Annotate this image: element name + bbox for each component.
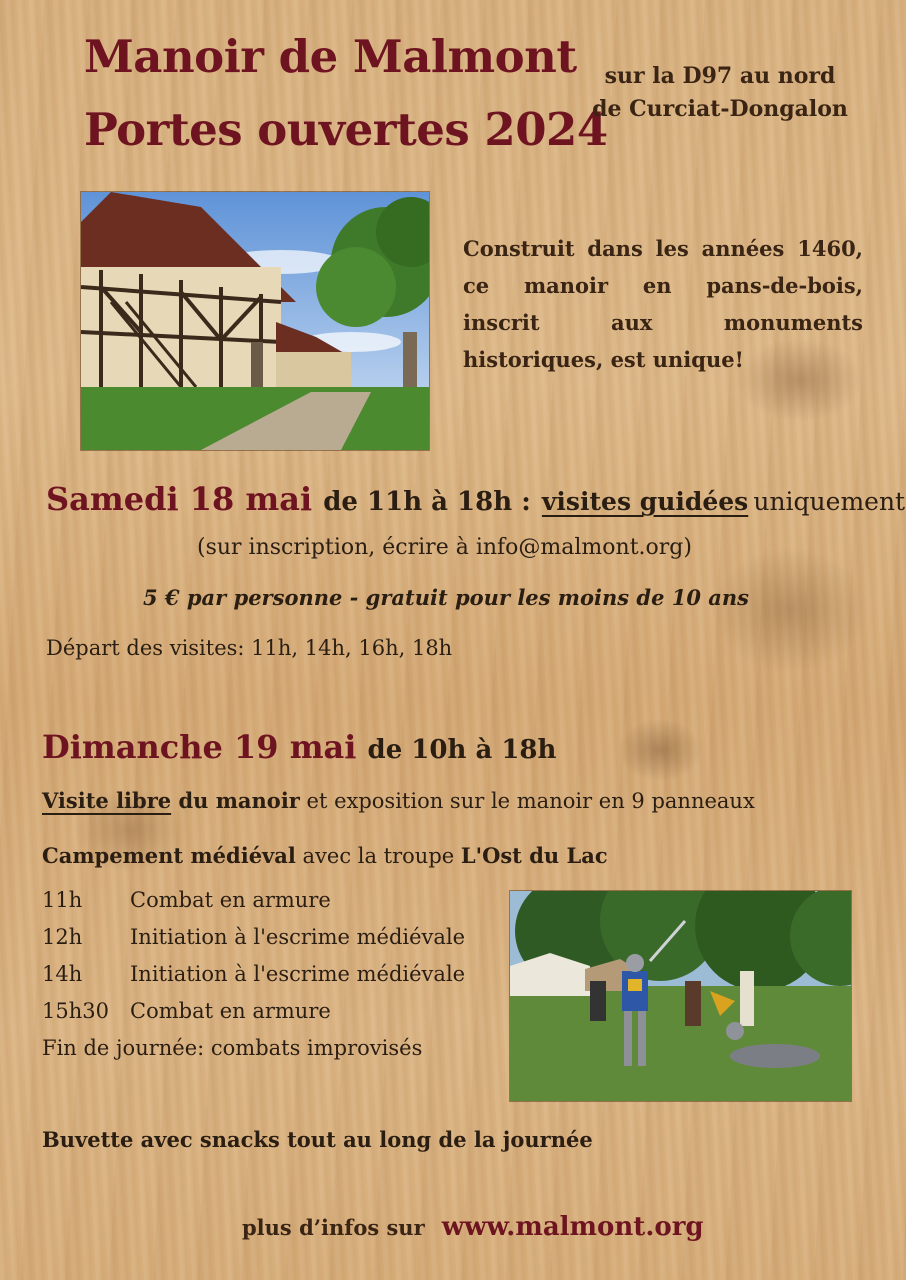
footer xyxy=(242,1212,704,1242)
buvette-text: Buvette avec snacks tout au long de la journée xyxy=(42,1127,593,1152)
sunday-date: Dimanche 19 mai xyxy=(42,728,357,766)
saturday-hours: de 11h à 18h : xyxy=(323,487,531,517)
sunday-header xyxy=(42,728,556,766)
saturday-date: Samedi 18 mai xyxy=(46,480,313,518)
schedule-activity: Initiation à l'escrime médiévale xyxy=(130,962,466,986)
schedule-end-of-day: Fin de journée: combats improvisés xyxy=(42,1036,423,1060)
sunday-troupe-pre: avec la troupe xyxy=(295,844,461,868)
schedule-time: 12h xyxy=(42,925,83,949)
sunday-camp-line xyxy=(42,843,608,868)
schedule-activity: Initiation à l'escrime médiévale xyxy=(130,925,466,949)
saturday-departures: Départ des visites: 11h, 14h, 16h, 18h xyxy=(46,636,453,660)
sunday-exhibition: et exposition sur le manoir en 9 panneaux xyxy=(299,789,755,813)
location-line-2: de Curciat-Dongalon xyxy=(592,96,848,122)
manor-photo xyxy=(80,191,430,451)
combat-photo xyxy=(509,890,852,1102)
saturday-guided-visits: visites guidées xyxy=(541,487,749,516)
sunday-visite-libre: Visite libre xyxy=(42,788,172,813)
title-portes-ouvertes: Portes ouvertes 2024 xyxy=(84,103,608,156)
saturday-only: uniquement xyxy=(753,487,906,516)
schedule-activity: Combat en armure xyxy=(130,888,331,912)
location-text xyxy=(580,60,860,126)
saturday-price: 5 € par personne - gratuit pour les moins de 10 ans xyxy=(143,585,749,610)
sunday-du-manoir: du manoir xyxy=(171,788,300,813)
footer-url-link[interactable]: www.malmont.org xyxy=(441,1212,704,1242)
location-line-1: sur la D97 au nord xyxy=(604,63,836,89)
sunday-visit-line xyxy=(42,788,755,813)
sunday-camp: Campement médiéval xyxy=(42,843,296,868)
sunday-hours: de 10h à 18h xyxy=(367,735,557,765)
saturday-registration: (sur inscription, écrire à info@malmont.org) xyxy=(197,535,692,560)
schedule-time: 15h30 xyxy=(42,999,109,1023)
manor-description: Construit dans les années 1460, ce manoir en pans-de-bois, inscrit aux monuments historiques, est unique! xyxy=(463,236,863,372)
title-manoir: Manoir de Malmont xyxy=(84,30,577,83)
sunday-troupe-name: L'Ost du Lac xyxy=(460,843,608,868)
schedule-activity: Combat en armure xyxy=(130,999,331,1023)
saturday-header xyxy=(46,480,905,518)
schedule-time: 11h xyxy=(42,888,83,912)
schedule-time: 14h xyxy=(42,962,83,986)
footer-more-info: plus d’infos sur xyxy=(242,1215,425,1240)
